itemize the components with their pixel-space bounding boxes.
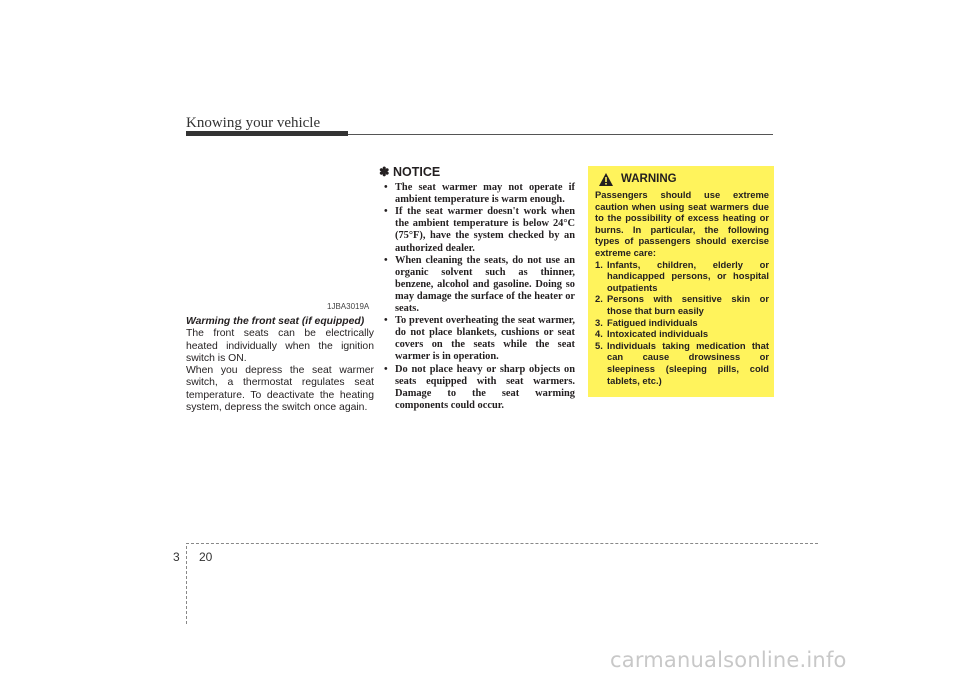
warning-item-number: 5. [595, 339, 603, 351]
warning-header [595, 173, 769, 186]
warning-item-text: Intoxicated individuals [607, 328, 709, 340]
warning-item-number: 1. [595, 258, 603, 270]
footer-vertical-divider [186, 546, 187, 624]
notice-list [383, 182, 575, 412]
warning-box [588, 166, 774, 397]
warning-triangle-icon [599, 173, 613, 186]
footer-section-number: 3 [173, 550, 180, 564]
warning-item [595, 340, 769, 386]
section-heading: Warming the front seat (if equipped) [186, 316, 365, 327]
notice-item: • If the seat warmer doesn't work when the ambient temperature is below 24°C (75°F), have the system checked by an authorized dealer. [383, 206, 575, 254]
warning-item-text: Infants, children, elderly or handicapped persons, or hospital outpatients [607, 258, 769, 293]
warning-list [595, 259, 769, 387]
warning-item [595, 293, 769, 316]
paragraph-2: When you depress the seat warmer switch, a thermostat regulates seat temperature. To deactivate the heating system, depress the switch once again. [186, 365, 374, 414]
header-rule-thin [348, 134, 773, 135]
warning-item [595, 259, 769, 294]
warning-item-text: Persons with sensitive skin or those that burn easily [607, 293, 769, 316]
figure-code: 1JBA3019A [327, 302, 370, 311]
warning-item-number: 4. [595, 328, 603, 340]
warning-item [595, 317, 769, 329]
warning-item-text: Individuals taking medication that can cause drowsiness or sleepiness (sleeping pills, cold tablets, etc.) [607, 339, 769, 386]
watermark: carmanualsonline.info [610, 648, 847, 672]
notice-heading [379, 166, 575, 178]
notice-item: • Do not place heavy or sharp objects on seats equipped with seat warmers. Damage to the seat warming components could occur. [383, 364, 575, 412]
paragraph-1: The front seats can be electrically heated individually when the ignition switch is ON. [186, 328, 374, 364]
warning-item-number: 2. [595, 293, 603, 305]
seat-warmer-section [186, 316, 374, 414]
notice-title: NOTICE [392, 165, 441, 179]
notice-item: • The seat warmer may not operate if ambient temperature is warm enough. [383, 182, 575, 206]
notice-section [379, 165, 575, 412]
page-header-title: Knowing your vehicle [186, 115, 321, 131]
warning-item-text: Fatigued individuals [607, 316, 698, 328]
warning-intro: Passengers should use extreme caution when using seat warmers due to the possibility of excess heating or burns. In particular, the following types of passengers should exercise extreme care: [595, 189, 769, 258]
footer-page-number: 20 [199, 550, 213, 564]
warning-item-number: 3. [595, 316, 603, 328]
warning-item [595, 328, 769, 340]
footer-divider [186, 543, 818, 544]
notice-item: • When cleaning the seats, do not use an organic solvent such as thinner, benzene, alcohol and gasoline. Doing so may damage the surface of the heater or seats. [383, 255, 575, 315]
header-rule-thick [186, 131, 348, 136]
notice-symbol-icon: ✽ [379, 165, 390, 179]
notice-item: • To prevent overheating the seat warmer, do not place blankets, cushions or seat covers on the seats while the seat warmer is in operation. [383, 315, 575, 363]
warning-title: WARNING [621, 172, 677, 185]
